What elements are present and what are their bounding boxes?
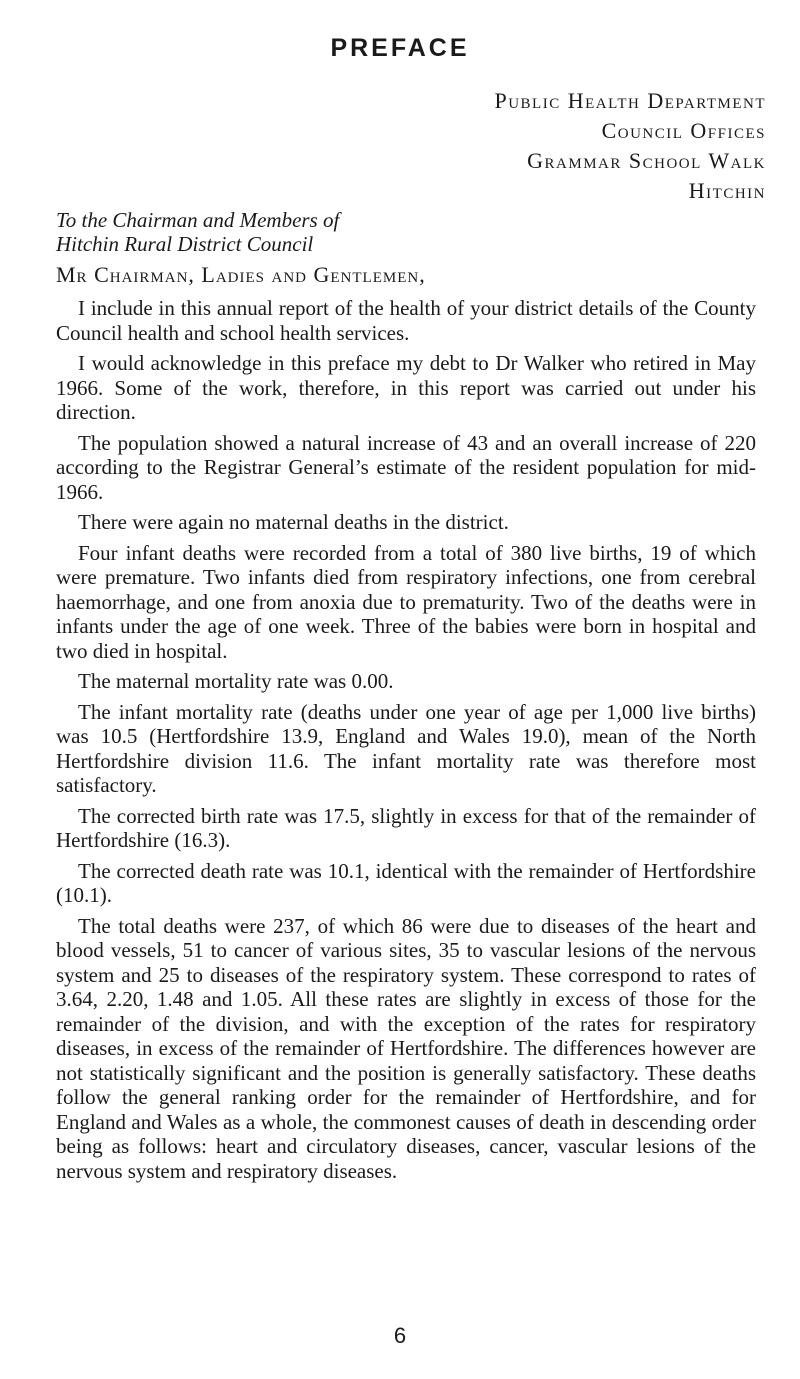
address-line-town: Hitchin <box>688 178 766 203</box>
paragraph-birth-rate: The corrected birth rate was 17.5, slightly in excess for that of the remainder of Hertfordshire (16.3). <box>56 803 756 852</box>
addressee-line-2: Hitchin Rural District Council <box>56 232 314 256</box>
paragraph-maternal-deaths: There were again no maternal deaths in the district. <box>78 510 509 534</box>
address-line-street: Grammar School Walk <box>527 148 766 173</box>
paragraph-infant-mortality: The infant mortality rate (deaths under one year of age per 1,000 live births) was 10.5 (Hertfordshire 13.9, England and Wales 19.0), mean of the North Hertfordshire division 11.6. The infant mortality rate was therefore most satisfactory. <box>56 699 756 797</box>
paragraph-infant-deaths: Four infant deaths were recorded from a total of 380 live births, 19 of which were premature. Two infants died from respiratory infections, one from cerebral haemorrhage, and one from anoxia due to prematurity. Two of the deaths were in infants under the age of one week. Three of the babies were born in hospital and two died in hospital. <box>56 540 756 663</box>
paragraph-acknowledgement: I would acknowledge in this preface my debt to Dr Walker who retired in May 1966. Some of the work, therefore, in this report was carried out under his direction. <box>56 351 756 424</box>
paragraph-report-scope: I include in this annual report of the health of your district details of the County Council health and school health services. <box>56 296 756 345</box>
page-title: PREFACE <box>330 34 470 62</box>
addressee <box>56 208 339 256</box>
paragraph-death-rate: The corrected death rate was 10.1, identical with the remainder of Hertfordshire (10.1). <box>56 858 756 907</box>
salutation: Mr Chairman, Ladies and Gentlemen, <box>56 262 426 287</box>
paragraph-population: The population showed a natural increase of 43 and an overall increase of 220 according to the Registrar General’s estimate of the resident population for mid-1966. <box>56 430 756 504</box>
address-line-department: Public Health Department <box>494 88 766 113</box>
addressee-line-1: To the Chairman and Members of <box>56 208 340 232</box>
page-number: 6 <box>393 1323 407 1348</box>
address-line-offices: Council Offices <box>601 118 766 143</box>
sender-address <box>494 86 766 206</box>
paragraph-maternal-mortality: The maternal mortality rate was 0.00. <box>78 669 394 693</box>
paragraph-causes-of-death: The total deaths were 237, of which 86 were due to diseases of the heart and blood vessels, 51 to cancer of various sites, 35 to vascular lesions of the nervous system and 25 to diseases of the respiratory system. These correspond to rates of 3.64, 2.20, 1.48 and 1.05. All these rates are slightly in excess of those for the remainder of the division, and with the exception of the rates for respiratory diseases, in excess of the remainder of Hertfordshire. The differences however are not statistically significant and the position is generally satisfactory. These deaths follow the general ranking order for the remainder of Hertfordshire, and for England and Wales as a whole, the commonest causes of death in descending order being as follows: heart and circulatory diseases, cancer, vascular lesions of the nervous system and respiratory diseases. <box>56 913 756 1183</box>
preface-body <box>56 296 756 1189</box>
